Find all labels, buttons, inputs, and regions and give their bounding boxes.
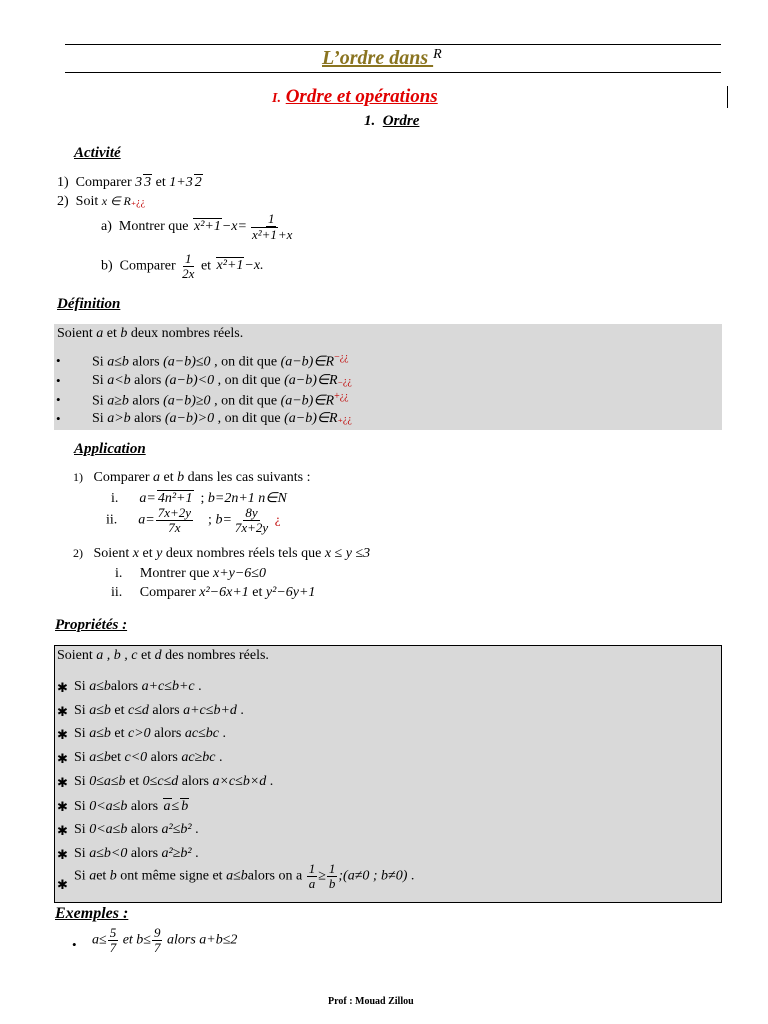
prop-star-3: ✱: [57, 727, 68, 742]
activite-qb: b) Comparer $\frac{1}{2x}$ et x²+1−x.: [101, 251, 264, 281]
activite-qa: a) Montrer que x²+1−x= $\frac{1}{\text{x²+1+x}}$: [101, 211, 293, 242]
header-rule-bottom: [65, 72, 721, 73]
exemple-item-1: a≤ $\frac{5}{7}$ et b≤ $\frac{9}{7}$ alors a+b≤2: [92, 925, 238, 955]
definition-item-1: Si a≤b alors (a−b)≤0 , on dit que (a−b)∈R−¿¿: [92, 352, 349, 370]
definition-intro: Soient a et b deux nombres réels.: [57, 326, 244, 341]
exemples-heading: Exemples :: [55, 905, 129, 922]
definition-item-2: Si a<b alors (a−b)<0 , on dit que (a−b)∈R₋¿¿: [92, 373, 352, 388]
footer-author: Prof : Mouad Zillou: [328, 996, 414, 1007]
activite-heading: Activité: [74, 145, 121, 161]
prop-item-2: Si a≤b et c≤d alors a+c≤b+d .: [74, 703, 244, 718]
prop-item-9: Si aet b ont même signe et a≤balors on a $\frac{1}{a}$ ≥ $\frac{1}{b}$ ;(a≠0 ; b≠0) .: [74, 861, 415, 891]
header-rule-top: [65, 44, 721, 45]
prop-star-9: ✱: [57, 877, 68, 892]
activite-q1: 1) Comparer 3 3 et 1+3 2: [57, 175, 202, 190]
application-q2i: i. Montrer que x+y−6≤0: [115, 566, 266, 581]
prop-item-4: Si a≤bet c<0 alors ac≥bc .: [74, 750, 223, 765]
application-heading: Application: [74, 441, 146, 457]
section-number: I.: [272, 91, 281, 106]
subsection-heading: [364, 113, 419, 130]
prop-star-2: ✱: [57, 704, 68, 719]
activite-q2: 2) Soit x ∈ R₊¿¿: [57, 194, 146, 209]
prop-star-5: ✱: [57, 775, 68, 790]
application-qi: i. a= 4n²+1 ; b=2n+1 n∈N: [111, 491, 287, 506]
application-q1: 1) Comparer a et b dans les cas suivants :: [73, 470, 311, 485]
page-title: [322, 47, 442, 70]
definition-item-3: Si a≥b alors (a−b)≥0 , on dit que (a−b)∈R+¿¿: [92, 391, 349, 409]
prop-item-3: Si a≤b et c>0 alors ac≤bc .: [74, 726, 226, 741]
definition-item-4: Si a>b alors (a−b)>0 , on dit que (a−b)∈R₊¿¿: [92, 411, 352, 426]
application-qii: ii. a= $\frac{7x+2y}{7x}$ ; b= $\frac{8y}{7x+2y}$ ¿: [106, 505, 281, 535]
subsection-label: Ordre: [382, 113, 420, 129]
prop-star-7: ✱: [57, 823, 68, 838]
section-label: Ordre et opérations: [285, 86, 438, 107]
prop-item-1: Si a≤balors a+c≤b+c .: [74, 679, 202, 694]
application-q2ii: ii. Comparer x²−6x+1 et y²−6y+1: [111, 585, 316, 600]
definition-bullet-1: •: [56, 353, 61, 368]
prop-item-6: Si 0<a≤b alors a≤ b: [74, 799, 189, 814]
proprietes-intro: Soient a , b , c et d des nombres réels.: [57, 648, 269, 663]
definition-bullet-3: •: [56, 392, 61, 407]
prop-star-4: ✱: [57, 751, 68, 766]
page-title-text: L’ordre dans: [322, 47, 434, 69]
prop-item-5: Si 0≤a≤b et 0≤c≤d alors a×c≤b×d .: [74, 774, 274, 789]
prop-star-6: ✱: [57, 799, 68, 814]
application-q2: 2) Soient x et y deux nombres réels tels que x ≤ y ≤3: [73, 546, 371, 561]
section-heading: [272, 86, 438, 108]
prop-item-7: Si 0<a≤b alors a²≤b² .: [74, 822, 199, 837]
subsection-number: 1.: [364, 113, 376, 129]
definition-bullet-2: •: [56, 373, 61, 388]
page-title-set: R: [433, 47, 442, 62]
text-cursor: [727, 86, 728, 108]
prop-star-8: ✱: [57, 847, 68, 862]
definition-heading: Définition: [57, 296, 121, 312]
prop-item-8: Si a≤b<0 alors a²≥b² .: [74, 846, 199, 861]
prop-star-1: ✱: [57, 680, 68, 695]
definition-bullet-4: •: [56, 411, 61, 426]
proprietes-heading: Propriétés :: [55, 617, 128, 633]
exemple-bullet: •: [72, 937, 77, 952]
